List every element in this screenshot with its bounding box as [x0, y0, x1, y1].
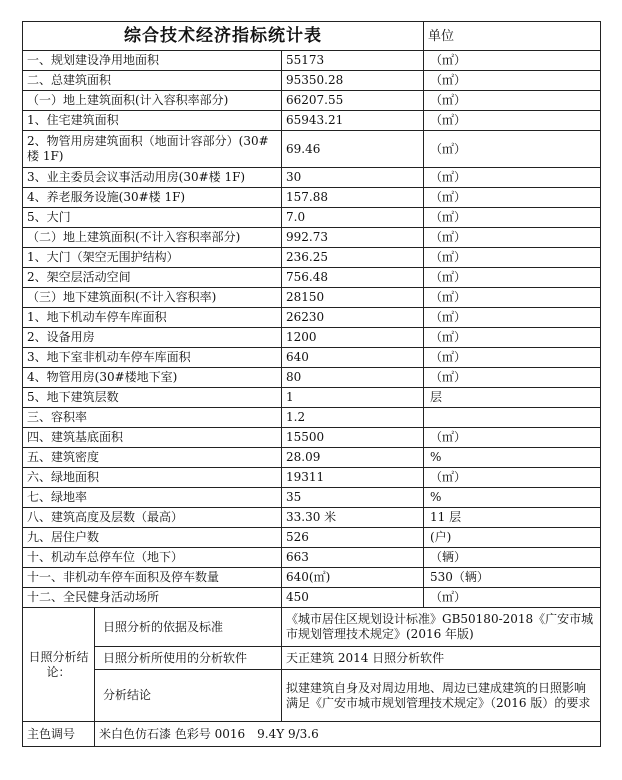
row-unit: （㎡） — [424, 131, 601, 168]
row-label: 三、容积率 — [23, 408, 282, 428]
row-label: 一、规划建设净用地面积 — [23, 51, 282, 71]
unit-header: 单位 — [424, 22, 601, 51]
header-row — [23, 22, 601, 51]
table-row — [23, 348, 601, 368]
row-unit: % — [424, 448, 601, 468]
row-label: （二）地上建筑面积(不计入容积率部分) — [23, 228, 282, 248]
row-unit: （㎡） — [424, 168, 601, 188]
row-label: 2、架空层活动空间 — [23, 268, 282, 288]
table-row — [23, 268, 601, 288]
row-label: 五、建筑密度 — [23, 448, 282, 468]
table-row — [23, 568, 601, 588]
row-label: 十、机动车总停车位（地下） — [23, 548, 282, 568]
row-value: 33.30 米 — [282, 508, 424, 528]
sunlight-item-value: 拟建建筑自身及对周边用地、周边已建成建筑的日照影响满足《广安市城市规划管理技术规定》（2016 版）的要求 — [282, 670, 601, 722]
row-value: 1200 — [282, 328, 424, 348]
row-unit: （㎡） — [424, 188, 601, 208]
row-unit: （㎡） — [424, 228, 601, 248]
row-label: （一）地上建筑面积(计入容积率部分) — [23, 91, 282, 111]
row-label: 2、物管用房建筑面积（地面计容部分）(30#楼 1F) — [23, 131, 282, 168]
row-label: 4、物管用房(30#楼地下室) — [23, 368, 282, 388]
row-value: 15500 — [282, 428, 424, 448]
sunlight-item-label: 分析结论 — [95, 670, 282, 722]
row-label: 七、绿地率 — [23, 488, 282, 508]
row-unit: 530（辆） — [424, 568, 601, 588]
sunlight-item-label: 日照分析的依据及标准 — [95, 608, 282, 647]
row-label: 二、总建筑面积 — [23, 71, 282, 91]
sunlight-row — [23, 670, 601, 722]
table-row — [23, 111, 601, 131]
row-unit: （辆） — [424, 548, 601, 568]
row-unit: 层 — [424, 388, 601, 408]
table-row — [23, 428, 601, 448]
table-row — [23, 208, 601, 228]
sunlight-item-label: 日照分析所使用的分析软件 — [95, 647, 282, 670]
row-value: 157.88 — [282, 188, 424, 208]
row-unit: （㎡） — [424, 91, 601, 111]
table-row — [23, 248, 601, 268]
row-value: 450 — [282, 588, 424, 608]
sunlight-section-label: 日照分析结论： — [23, 608, 95, 722]
row-unit: （㎡） — [424, 111, 601, 131]
row-value: 992.73 — [282, 228, 424, 248]
table-row — [23, 228, 601, 248]
row-label: 3、业主委员会议事活动用房(30#楼 1F) — [23, 168, 282, 188]
row-label: 十一、非机动车停车面积及停车数量 — [23, 568, 282, 588]
row-unit: （㎡） — [424, 308, 601, 328]
indicator-table-wrapper — [22, 21, 600, 747]
row-value: 7.0 — [282, 208, 424, 228]
table-row — [23, 168, 601, 188]
row-unit: （㎡） — [424, 208, 601, 228]
row-label: 1、大门（架空无围护结构） — [23, 248, 282, 268]
row-value: 756.48 — [282, 268, 424, 288]
row-label: 3、地下室非机动车停车库面积 — [23, 348, 282, 368]
row-value: 26230 — [282, 308, 424, 328]
row-label: 4、养老服务设施(30#楼 1F) — [23, 188, 282, 208]
row-value: 28150 — [282, 288, 424, 308]
row-unit: (户) — [424, 528, 601, 548]
row-value: 1 — [282, 388, 424, 408]
sunlight-item-value: 《城市居住区规划设计标准》GB50180-2018《广安市城市规划管理技术规定》(2016 年版) — [282, 608, 601, 647]
row-unit: % — [424, 488, 601, 508]
row-unit: （㎡） — [424, 428, 601, 448]
row-unit: （㎡） — [424, 268, 601, 288]
table-row — [23, 448, 601, 468]
row-value: 69.46 — [282, 131, 424, 168]
table-row — [23, 468, 601, 488]
row-value: 1.2 — [282, 408, 424, 428]
main-color-value: 米白色仿石漆 色彩号 0016 9.4Y 9/3.6 — [95, 722, 601, 747]
main-color-label: 主色调号 — [23, 722, 95, 747]
sunlight-row — [23, 608, 601, 647]
row-label: 1、住宅建筑面积 — [23, 111, 282, 131]
row-label: 六、绿地面积 — [23, 468, 282, 488]
row-value: 640 — [282, 348, 424, 368]
row-value: 663 — [282, 548, 424, 568]
row-unit: （㎡） — [424, 588, 601, 608]
row-value: 19311 — [282, 468, 424, 488]
row-unit — [424, 408, 601, 428]
row-value: 55173 — [282, 51, 424, 71]
row-unit: （㎡） — [424, 51, 601, 71]
row-label: （三）地下建筑面积(不计入容积率) — [23, 288, 282, 308]
row-value: 526 — [282, 528, 424, 548]
indicator-table — [22, 21, 601, 747]
table-title: 综合技术经济指标统计表 — [23, 22, 424, 51]
row-label: 八、建筑高度及层数（最高） — [23, 508, 282, 528]
table-row — [23, 308, 601, 328]
sunlight-row — [23, 647, 601, 670]
table-row — [23, 548, 601, 568]
row-label: 九、居住户数 — [23, 528, 282, 548]
row-label: 十二、全民健身活动场所 — [23, 588, 282, 608]
row-unit: （㎡） — [424, 468, 601, 488]
table-row — [23, 188, 601, 208]
table-row — [23, 588, 601, 608]
table-row — [23, 508, 601, 528]
table-row — [23, 131, 601, 168]
row-unit: 11 层 — [424, 508, 601, 528]
row-value: 28.09 — [282, 448, 424, 468]
row-unit: （㎡） — [424, 71, 601, 91]
table-row — [23, 328, 601, 348]
row-label: 2、设备用房 — [23, 328, 282, 348]
row-label: 1、地下机动车停车库面积 — [23, 308, 282, 328]
row-unit: （㎡） — [424, 368, 601, 388]
table-row — [23, 91, 601, 111]
row-label: 四、建筑基底面积 — [23, 428, 282, 448]
row-unit: （㎡） — [424, 348, 601, 368]
table-row — [23, 288, 601, 308]
row-value: 35 — [282, 488, 424, 508]
table-row — [23, 528, 601, 548]
row-unit: （㎡） — [424, 248, 601, 268]
row-value: 95350.28 — [282, 71, 424, 91]
row-unit: （㎡） — [424, 328, 601, 348]
main-color-row — [23, 722, 601, 747]
table-row — [23, 488, 601, 508]
row-value: 30 — [282, 168, 424, 188]
table-row — [23, 388, 601, 408]
table-row — [23, 71, 601, 91]
table-row — [23, 51, 601, 71]
row-value: 236.25 — [282, 248, 424, 268]
table-row — [23, 368, 601, 388]
row-value: 640(㎡) — [282, 568, 424, 588]
row-value: 66207.55 — [282, 91, 424, 111]
table-row — [23, 408, 601, 428]
row-label: 5、大门 — [23, 208, 282, 228]
row-label: 5、地下建筑层数 — [23, 388, 282, 408]
row-value: 65943.21 — [282, 111, 424, 131]
row-value: 80 — [282, 368, 424, 388]
sunlight-item-value: 天正建筑 2014 日照分析软件 — [282, 647, 601, 670]
row-unit: （㎡） — [424, 288, 601, 308]
